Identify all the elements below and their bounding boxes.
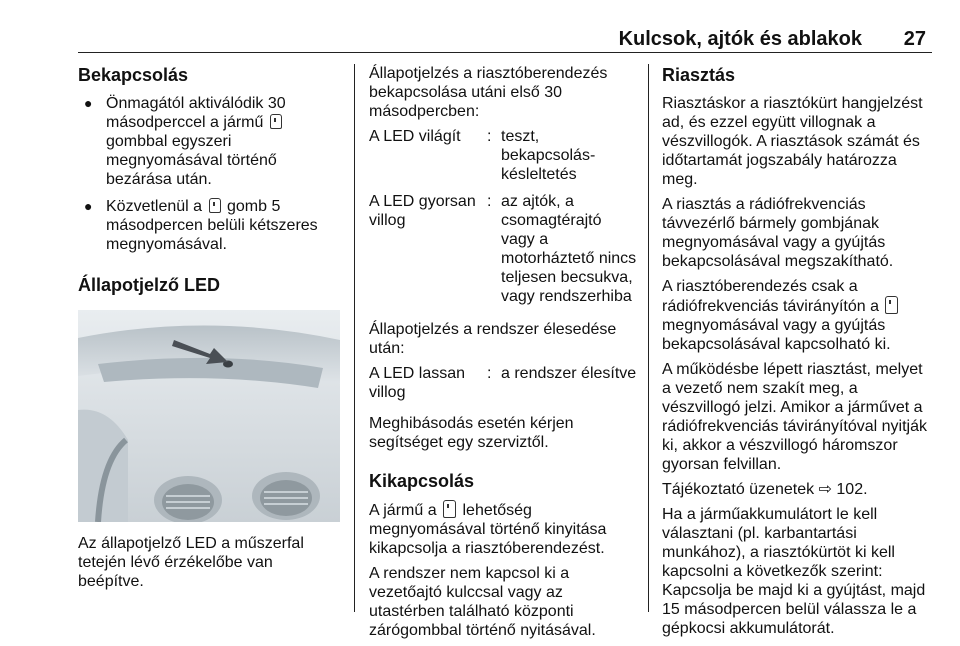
table-row: A LED világít : teszt, bekapcsolás-késleltetés xyxy=(369,127,637,192)
bullet-dot: ● xyxy=(84,198,93,214)
column-divider xyxy=(648,64,649,612)
paragraph: Állapotjelzés a rendszer élesedése után: xyxy=(369,321,617,357)
table-row: A LED lassan villog : a rendszer élesítve xyxy=(369,365,637,401)
page-reference-arrow-icon: ⇨ xyxy=(818,481,832,498)
page-number: 27 xyxy=(903,28,926,50)
page-reference-link[interactable]: 102. xyxy=(836,481,868,498)
dashboard-led-figure xyxy=(78,310,340,522)
section-heading-riasztas: Riasztás xyxy=(662,65,736,85)
lock-key-icon xyxy=(209,198,221,213)
paragraph: A működésbe lépett riasztást, melyet a vezető nem szakít meg, a vészvillogó jelzi. Amikor a járművet a rádiófrekvenciás távirányítóval nyitják ki, akkor a vészvillogó háromszor gyorsan felvillan. xyxy=(662,361,928,473)
list-item xyxy=(78,197,340,254)
paragraph: Riasztáskor a riasztókürt hangjelzést ad, és ezzel együtt villognak a vészvillogók. A riasztások számát és időtartamát jogszabály határozza meg. xyxy=(662,95,923,188)
figure-caption: Az állapotjelző LED a műszerfal tetején lévő érzékelőbe van beépítve. xyxy=(78,535,304,590)
paragraph: Állapotjelzés a riasztóberendezés bekapcsolása utáni első 30 másodpercben: xyxy=(369,65,608,120)
paragraph: A riasztóberendezés csak a rádiófrekvenciás távirányítón a megnyomásával vagy a gyújtás bekapcsolásával kapcsolható ki. xyxy=(662,277,932,354)
paragraph: A jármű a lehetőség megnyomásával történő kinyitása kikapcsolja a riasztóberendezést. xyxy=(369,502,607,557)
paragraph: A riasztás a rádiófrekvenciás távvezérlő bármely gombjának megnyomásával vagy a gyújtás bekapcsolásával megszakítható. xyxy=(662,196,894,270)
table-row: A LED gyorsan villog : az ajtók, a csomagtérajtó vagy a motorháztető nincs teljesen becsukva, vagy rendszerhiba xyxy=(369,193,637,305)
paragraph: A rendszer nem kapcsol ki a vezetőajtó kulccsal vagy az utastérben található központi zárógombbal történő nyitásával. xyxy=(369,565,596,639)
lock-key-icon xyxy=(270,114,282,129)
section-heading-kikapcsolas: Kikapcsolás xyxy=(369,471,475,491)
table-value: az ajtók, a csomagtérajtó vagy a motorháztető nincs teljesen becsukva, vagy rendszerhiba xyxy=(501,193,637,305)
section-heading-led: Állapotjelző LED xyxy=(78,275,221,295)
header-title: Kulcsok, ajtók és ablakok xyxy=(618,28,862,50)
table-key: A LED lassan villog xyxy=(369,365,466,401)
led-status-table-1 xyxy=(369,127,637,306)
dashboard-illustration xyxy=(78,310,340,522)
table-value: a rendszer élesítve xyxy=(501,365,637,382)
table-key: A LED világít xyxy=(369,128,461,145)
bullet-text: gomb 5 másodpercen belüli kétszeres megnyomásával. xyxy=(106,198,318,253)
column-divider xyxy=(354,64,355,612)
column-1 xyxy=(78,64,340,597)
paragraph: Meghibásodás esetén kérjen segítséget egy szerviztől. xyxy=(369,415,574,451)
bullet-text: Közvetlenül a xyxy=(106,198,203,215)
table-key: A LED gyorsan villog xyxy=(369,193,476,229)
led-status-table-2 xyxy=(369,364,637,402)
page-header xyxy=(78,28,932,50)
paragraph: Ha a járműakkumulátort le kell választani (pl. karbantartási munkához), a riasztókürtöt ki kell kapcsolni a következők szerint: Kapcsolja be majd ki a gyújtást, majd 15 másodpercen belül válassza le a gépkocsi akkumulátorát. xyxy=(662,506,926,637)
section-heading-bekapcsolas: Bekapcsolás xyxy=(78,65,189,85)
list-item xyxy=(78,94,340,189)
column-2 xyxy=(369,64,637,646)
bullet-text: gombbal egyszeri megnyomásával történő bezárása után. xyxy=(106,133,277,188)
header-rule xyxy=(78,52,932,53)
column-3 xyxy=(662,64,932,644)
unlock-key-icon xyxy=(443,500,456,518)
unlock-key-icon xyxy=(885,296,898,314)
bullet-text: Önmagától aktiválódik 30 másodperccel a jármű xyxy=(106,95,286,131)
table-value: teszt, bekapcsolás-késleltetés xyxy=(501,128,596,183)
bullet-dot: ● xyxy=(84,95,93,111)
paragraph: Tájékoztató üzenetek ⇨ 102. xyxy=(662,481,868,498)
